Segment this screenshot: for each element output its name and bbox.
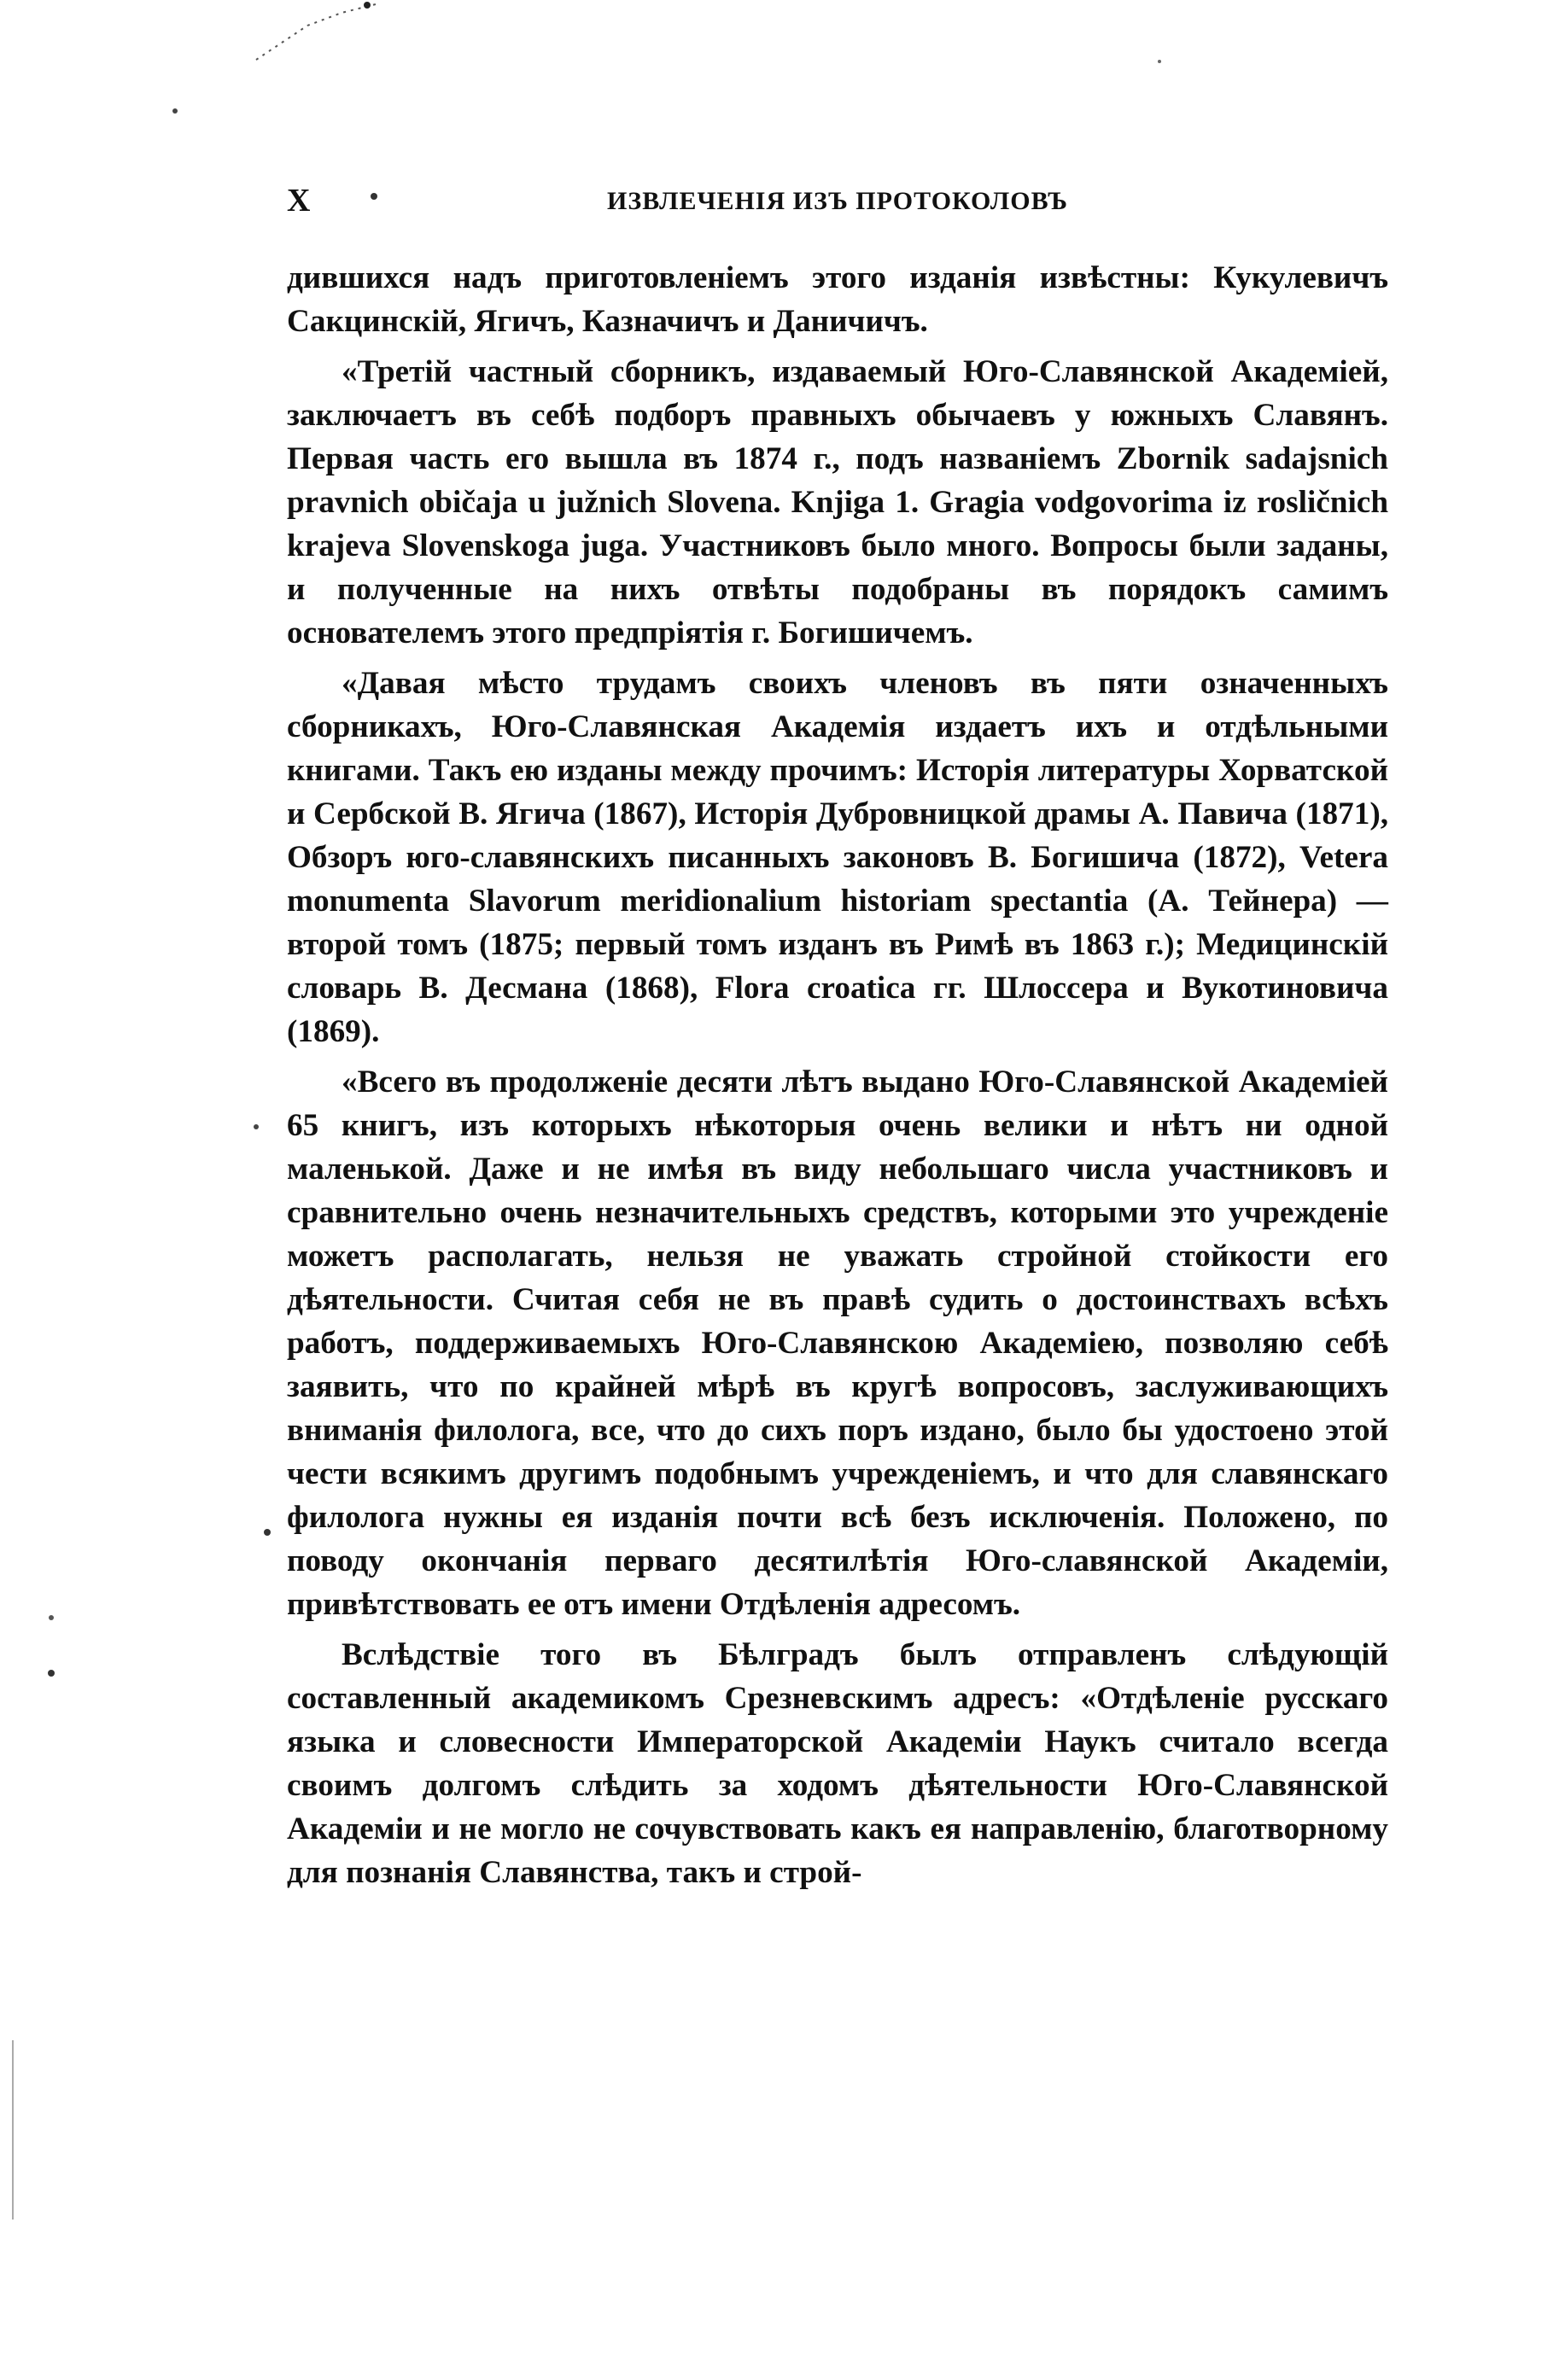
paragraph-1: дившихся надъ приготовленіемъ этого изданія извѣстны: Кукулевичъ Сакцинскій, Ягичъ, Казначичъ и Даничичъ. <box>287 260 1388 339</box>
paragraph-2: «Третій частный сборникъ, издаваемый Юго-Славянской Академіей, заключаетъ въ себѣ подборъ правныхъ обычаевъ у южныхъ Славянъ. Первая часть его вышла въ 1874 г., подъ названіемъ Zbornik sadajsnich pravnich običaja u južnich Slovena. Knjiga 1. Gragia vodgovorima iz rosličnich krajeva Slovenskoga juga. Участниковъ было много. Вопросы были заданы, и полученные на нихъ отвѣты подобраны въ порядокъ самимъ основателемъ этого предпріятія г. Богишичемъ. <box>287 354 1388 650</box>
page-header <box>287 184 1388 218</box>
paragraph-5: Вслѣдствіе того въ Бѣлградъ былъ отправленъ слѣдующій составленный академикомъ Срезневскимъ адресъ: «Отдѣленіе русскаго языка и словесности Императорской Академіи Наукъ считало всегда своимъ долгомъ слѣдить за ходомъ дѣятельности Юго-Славянской Академіи и не могло не сочувствовать какъ ея направленію, благотворному для познанія Славянства, такъ и строй- <box>287 1637 1388 1890</box>
paragraph-3: «Давая мѣсто трудамъ своихъ членовъ въ пяти означенныхъ сборникахъ, Юго-Славянская Академія издаетъ ихъ и отдѣльными книгами. Такъ ею изданы между прочимъ: Исторія литературы Хорватской и Сербской В. Ягича (1867), Исторія Дубровницкой драмы А. Павича (1871), Обзоръ юго-славянскихъ писанныхъ законовъ В. Богишича (1872), Vetera monumenta Slavorum meridionalium historiam spectantia (А. Тейнера) — второй томъ (1875; первый томъ изданъ въ Римѣ въ 1863 г.); Медицинскій словарь В. Десмана (1868), Flora croatica гг. Шлоссера и Вукотиновича (1869). <box>287 666 1388 1049</box>
paragraph-4: «Всего въ продолженіе десяти лѣтъ выдано Юго-Славянской Академіей 65 книгъ, изъ которыхъ нѣкоторыя очень велики и нѣтъ ни одной маленькой. Даже и не имѣя въ виду небольшаго числа участниковъ и сравнительно очень незначительныхъ средствъ, которыми это учрежденіе можетъ располагать, нельзя не уважать стройной стойкости его дѣятельности. Считая себя не въ правѣ судить о достоинствахъ всѣхъ работъ, поддерживаемыхъ Юго-Славянскою Академіею, позволяю себѣ заявить, что по крайней мѣрѣ въ кругѣ вопросовъ, заслуживающихъ вниманія филолога, все, что до сихъ поръ издано, было бы удостоено этой чести всякимъ другимъ подобнымъ учрежденіемъ, и что для славянскаго филолога нужны ея изданія почти всѣ безъ исключенія. Положено, по поводу окончанія перваго десятилѣтія Юго-славянской Академіи, привѣтствовать ее отъ имени Отдѣленія адресомъ. <box>287 1065 1388 1622</box>
running-title: ИЗВЛЕЧЕНІЯ ИЗЪ ПРОТОКОЛОВЪ <box>607 187 1068 215</box>
page-number: X <box>287 183 311 219</box>
body-text <box>287 256 1388 1901</box>
